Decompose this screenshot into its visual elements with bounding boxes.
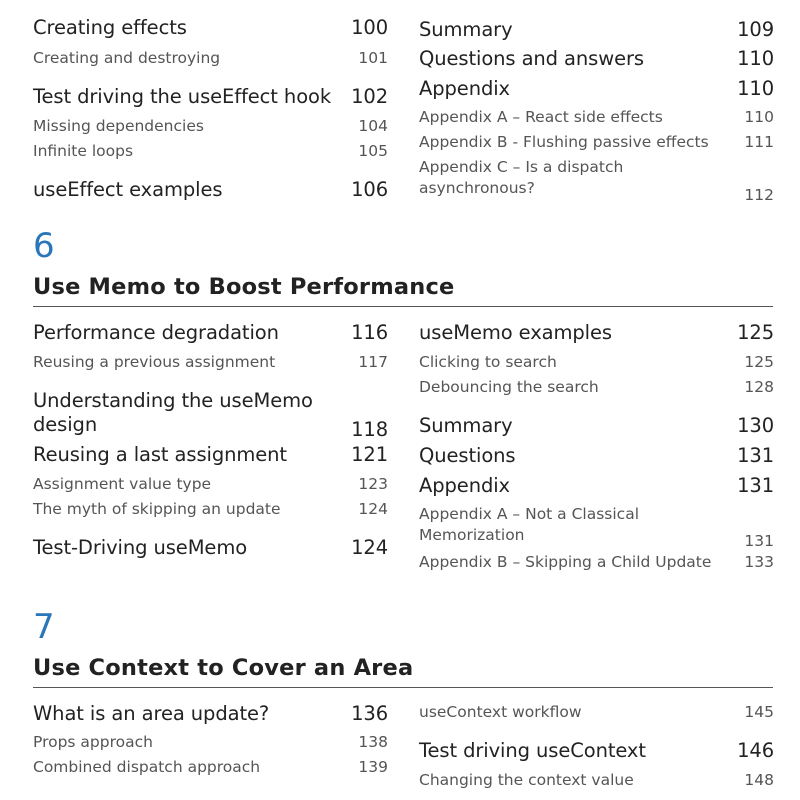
toc-subentry-title: Appendix A – Not a Classical	[419, 505, 640, 523]
toc-subentry-page: 123	[358, 475, 388, 493]
toc-entry-title: Questions and answers	[419, 47, 644, 70]
toc-entry-page: 125	[737, 321, 774, 344]
toc-subentry-title: Combined dispatch approach	[33, 758, 261, 776]
toc-entry-page: 136	[351, 702, 388, 725]
toc-subentry[interactable]	[419, 378, 774, 396]
toc-entry-page: 102	[351, 85, 388, 108]
toc-subentry-title: The myth of skipping an update	[33, 500, 281, 518]
toc-subentry-page: 148	[744, 771, 774, 789]
toc-entry-page: 146	[737, 739, 774, 762]
toc-entry-title: Performance degradation	[33, 321, 279, 344]
toc-subentry[interactable]	[33, 475, 388, 493]
toc-entry-title: Creating effects	[33, 16, 187, 39]
toc-subentry-page: 125	[744, 353, 774, 371]
toc-subentry-page: 117	[358, 353, 388, 371]
toc-subentry-page: 145	[744, 703, 774, 721]
toc-subentry[interactable]	[33, 117, 388, 135]
toc-entry[interactable]	[33, 321, 388, 344]
toc-entry[interactable]	[33, 16, 388, 39]
toc-subentry-title-continued: Memorization	[419, 526, 525, 544]
toc-subentry-title: Infinite loops	[33, 142, 134, 160]
toc-subentry-page: 111	[744, 133, 774, 151]
toc-subentry[interactable]	[33, 733, 388, 751]
toc-subentry[interactable]	[419, 771, 774, 789]
toc-entry-title: Test driving the useEffect hook	[33, 85, 332, 108]
toc-entry[interactable]	[33, 178, 388, 201]
chapter-number: 7	[33, 607, 55, 647]
toc-entry-page: 116	[351, 321, 388, 344]
toc-entry[interactable]	[419, 321, 774, 344]
toc-entry-title: Reusing a last assignment	[33, 443, 287, 466]
toc-subentry[interactable]	[33, 353, 388, 371]
toc-entry-title: Summary	[419, 414, 513, 437]
toc-entry-title: Summary	[419, 18, 513, 41]
toc-entry-page: 109	[737, 18, 774, 41]
toc-subentry-page: 133	[744, 553, 774, 571]
toc-subentry-title: Appendix B - Flushing passive effects	[419, 133, 709, 151]
toc-entry-title-continued: design	[33, 413, 98, 436]
toc-subentry-title: Missing dependencies	[33, 117, 204, 135]
toc-entry-page: 130	[737, 414, 774, 437]
toc-subentry[interactable]	[419, 108, 774, 126]
toc-subentry-title: Props approach	[33, 733, 153, 751]
toc-subentry-title: Clicking to search	[419, 353, 557, 371]
toc-subentry-page: 105	[358, 142, 388, 160]
toc-subentry[interactable]	[33, 758, 388, 776]
toc-subentry-title: Changing the context value	[419, 771, 634, 789]
toc-entry-page: 110	[737, 77, 774, 100]
toc-subentry[interactable]	[419, 703, 774, 721]
toc-subentry-title: Creating and destroying	[33, 49, 221, 67]
toc-subentry-page: 124	[358, 500, 388, 518]
chapter-number: 6	[33, 226, 55, 266]
toc-subentry[interactable]	[33, 142, 388, 160]
toc-entry[interactable]	[33, 85, 388, 108]
toc-entry-title: useEffect examples	[33, 178, 223, 201]
toc-entry-page: 100	[351, 16, 388, 39]
toc-subentry[interactable]	[419, 158, 774, 204]
toc-entry-title: useMemo examples	[419, 321, 612, 344]
toc-entry-title: Test-Driving useMemo	[33, 536, 248, 559]
toc-subentry[interactable]	[33, 49, 388, 67]
toc-subentry[interactable]	[419, 553, 774, 571]
toc-entry-page: 110	[737, 47, 774, 70]
toc-subentry-page: 131	[744, 532, 774, 550]
toc-entry[interactable]	[33, 702, 388, 725]
toc-subentry-title: Appendix B – Skipping a Child Update	[419, 553, 712, 571]
toc-subentry-title: Appendix A – React side effects	[419, 108, 663, 126]
toc-entry[interactable]	[419, 18, 774, 41]
toc-entry-title: Understanding the useMemo	[33, 389, 313, 412]
toc-subentry-page: 101	[358, 49, 388, 67]
toc-subentry[interactable]	[33, 500, 388, 518]
toc-entry[interactable]	[33, 443, 388, 466]
chapter-title[interactable]: Use Memo to Boost Performance	[33, 274, 773, 307]
toc-subentry[interactable]	[419, 505, 774, 550]
toc-entry[interactable]	[419, 47, 774, 70]
toc-subentry-title: Assignment value type	[33, 475, 212, 493]
toc-entry-page: 121	[351, 443, 388, 466]
toc-entry[interactable]	[419, 739, 774, 762]
toc-subentry-page: 128	[744, 378, 774, 396]
toc-subentry-title: Appendix C – Is a dispatch	[419, 158, 624, 176]
toc-subentry[interactable]	[419, 133, 774, 151]
toc-subentry-page: 110	[744, 108, 774, 126]
toc-entry-title: Appendix	[419, 77, 510, 100]
toc-subentry-title: Debouncing the search	[419, 378, 599, 396]
chapter-title[interactable]: Use Context to Cover an Area	[33, 655, 773, 688]
toc-entry[interactable]	[419, 474, 774, 497]
toc-entry-title: Test driving useContext	[419, 739, 646, 762]
toc-entry[interactable]	[33, 389, 388, 441]
toc-entry[interactable]	[419, 414, 774, 437]
toc-subentry-page: 104	[358, 117, 388, 135]
toc-subentry-page: 112	[744, 186, 774, 204]
toc-entry-page: 131	[737, 444, 774, 467]
toc-subentry-title-continued: asynchronous?	[419, 179, 535, 197]
toc-entry-page: 131	[737, 474, 774, 497]
toc-entry[interactable]	[33, 536, 388, 559]
toc-entry-page: 124	[351, 536, 388, 559]
toc-entry[interactable]	[419, 77, 774, 100]
toc-subentry-page: 138	[358, 733, 388, 751]
toc-subentry-title: Reusing a previous assignment	[33, 353, 276, 371]
toc-entry-title: What is an area update?	[33, 702, 270, 725]
toc-subentry-title: useContext workflow	[419, 703, 582, 721]
toc-entry-page: 106	[351, 178, 388, 201]
toc-subentry-page: 139	[358, 758, 388, 776]
toc-entry-page: 118	[351, 418, 388, 441]
toc-entry[interactable]	[419, 444, 774, 467]
toc-entry-title: Questions	[419, 444, 516, 467]
toc-subentry[interactable]	[419, 353, 774, 371]
toc-entry-title: Appendix	[419, 474, 510, 497]
